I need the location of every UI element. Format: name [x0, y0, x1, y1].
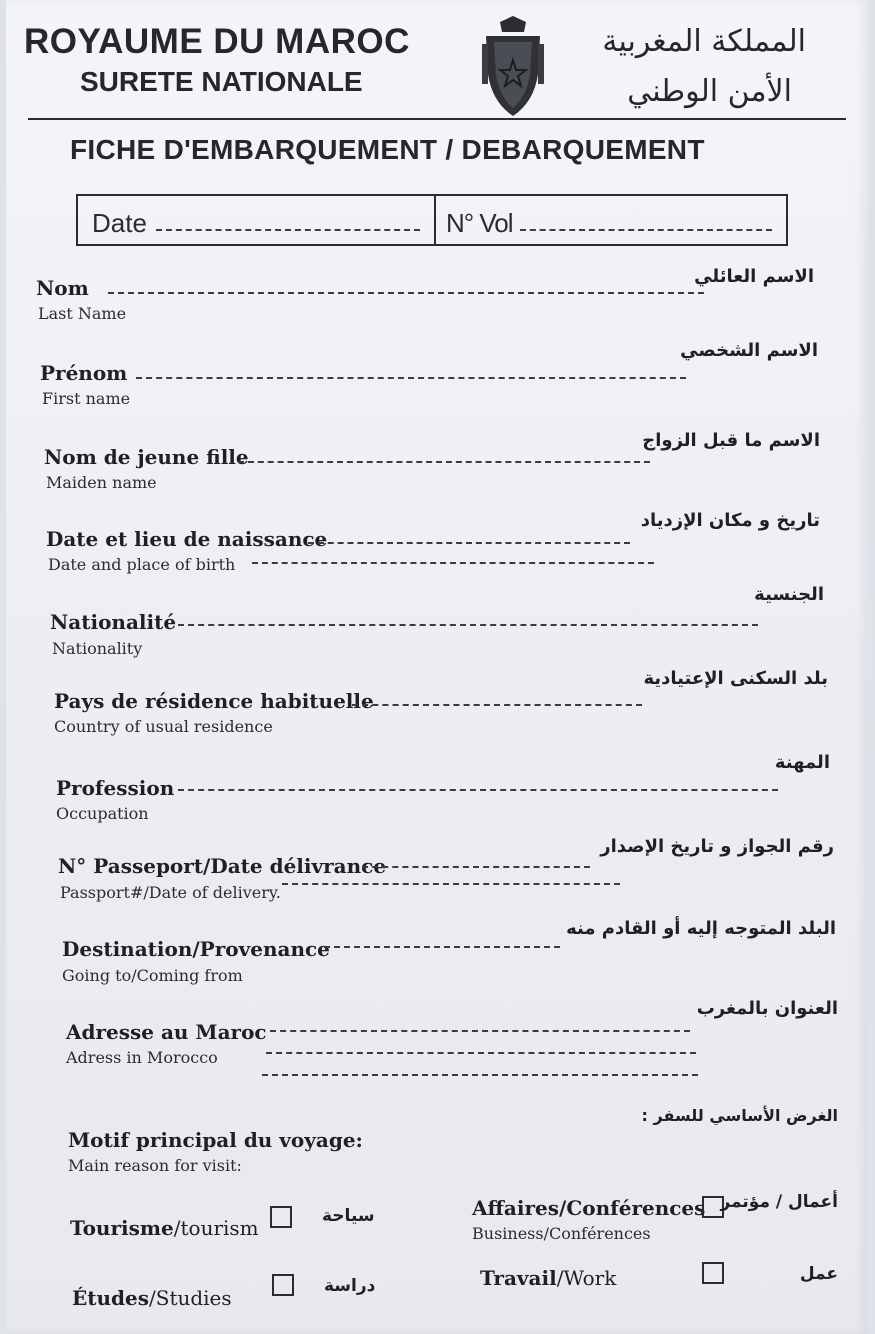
option-business-ar: أعمال / مؤتمر [720, 1192, 838, 1212]
field-label-fr: Profession [56, 776, 175, 800]
field-label-fr: Adresse au Maroc [66, 1020, 267, 1044]
passport-field[interactable] [362, 866, 590, 868]
occupation-field[interactable] [178, 789, 778, 791]
field-label-ar: العنوان بالمغرب [696, 998, 838, 1019]
tourism-checkbox[interactable] [270, 1206, 292, 1228]
field-label-ar: المهنة [774, 752, 830, 773]
field-label-ar: تاريخ و مكان الإزدياد [640, 510, 820, 531]
field-label-ar: البلد المتوجه إليه أو القادم منه [566, 918, 836, 939]
police-title-fr: SURETE NATIONALE [80, 66, 363, 97]
field-label-ar: بلد السكنى الإعتيادية [643, 668, 828, 689]
field-label-ar: الاسم العائلي [694, 266, 814, 287]
residence-country-field[interactable] [352, 704, 642, 706]
field-label-fr: Nom [36, 276, 89, 300]
maiden-name-field[interactable] [238, 461, 650, 463]
address-field[interactable] [270, 1030, 690, 1032]
field-label-en: Date and place of birth [48, 555, 236, 574]
option-studies-label: Études/Studies [72, 1286, 232, 1310]
field-label-ar: الاسم الشخصي [680, 340, 818, 361]
field-label-en: Adress in Morocco [66, 1048, 218, 1067]
passport-field-2[interactable] [282, 883, 620, 885]
destination-field[interactable] [324, 946, 560, 948]
option-business-label: Affaires/Conférences [472, 1196, 706, 1220]
option-work-ar: عمل [799, 1264, 838, 1284]
header-divider [28, 118, 846, 120]
box-divider [434, 196, 436, 244]
flight-number-field[interactable] [520, 229, 772, 231]
field-label-en: Maiden name [46, 473, 157, 492]
form-sheet [6, 0, 868, 1334]
field-label-fr: Date et lieu de naissance [46, 527, 328, 551]
last-name-field[interactable] [108, 292, 704, 294]
motif-label-ar: الغرض الأساسي للسفر : [641, 1106, 838, 1125]
work-checkbox[interactable] [702, 1262, 724, 1284]
motif-label-fr: Motif principal du voyage: [68, 1128, 363, 1152]
field-label-en: First name [42, 389, 131, 408]
first-name-field[interactable] [136, 377, 686, 379]
field-label-fr: Pays de résidence habituelle [54, 689, 374, 713]
date-label: Date [92, 208, 147, 238]
field-label-fr: N° Passeport/Date délivrance [58, 854, 387, 878]
flight-number-label: N° Vol [446, 208, 513, 238]
option-studies-ar: دراسة [324, 1276, 376, 1296]
field-label-en: Occupation [56, 804, 149, 823]
kingdom-title-fr: ROYAUME DU MAROC [24, 22, 410, 61]
field-label-en: Going to/Coming from [62, 966, 243, 985]
address-field-2[interactable] [266, 1052, 696, 1054]
coat-of-arms-icon [480, 14, 546, 118]
field-label-en: Country of usual residence [54, 717, 273, 736]
field-label-fr: Prénom [40, 361, 128, 385]
field-label-ar: الاسم ما قبل الزواج [642, 430, 820, 451]
date-field[interactable] [156, 229, 420, 231]
field-label-fr: Destination/Provenance [62, 937, 330, 961]
field-label-en: Nationality [52, 639, 143, 658]
form-title: FICHE D'EMBARQUEMENT / DEBARQUEMENT [70, 134, 705, 165]
field-label-fr: Nationalité [50, 610, 177, 634]
field-label-ar: رقم الجواز و تاريخ الإصدار [600, 836, 834, 857]
field-label-en: Last Name [38, 304, 127, 323]
flight-info-box [76, 194, 788, 246]
birth-date-place-field[interactable] [308, 542, 630, 544]
address-field-3[interactable] [262, 1074, 698, 1076]
birth-date-place-field-2[interactable] [252, 562, 654, 564]
studies-checkbox[interactable] [272, 1274, 294, 1296]
field-label-en: Passport#/Date of delivery. [60, 883, 281, 902]
option-tourism-label: Tourisme/tourism [70, 1216, 259, 1240]
field-label-ar: الجنسية [754, 584, 824, 605]
kingdom-title-ar: المملكة المغربية [602, 24, 806, 59]
police-title-ar: الأمن الوطني [627, 74, 792, 109]
field-label-fr: Nom de jeune fille [44, 445, 249, 469]
option-tourism-ar: سياحة [322, 1206, 375, 1226]
nationality-field[interactable] [178, 624, 758, 626]
option-work-label: Travail/Work [480, 1266, 617, 1290]
option-business-en: Business/Conférences [472, 1224, 651, 1243]
motif-label-en: Main reason for visit: [68, 1156, 242, 1175]
